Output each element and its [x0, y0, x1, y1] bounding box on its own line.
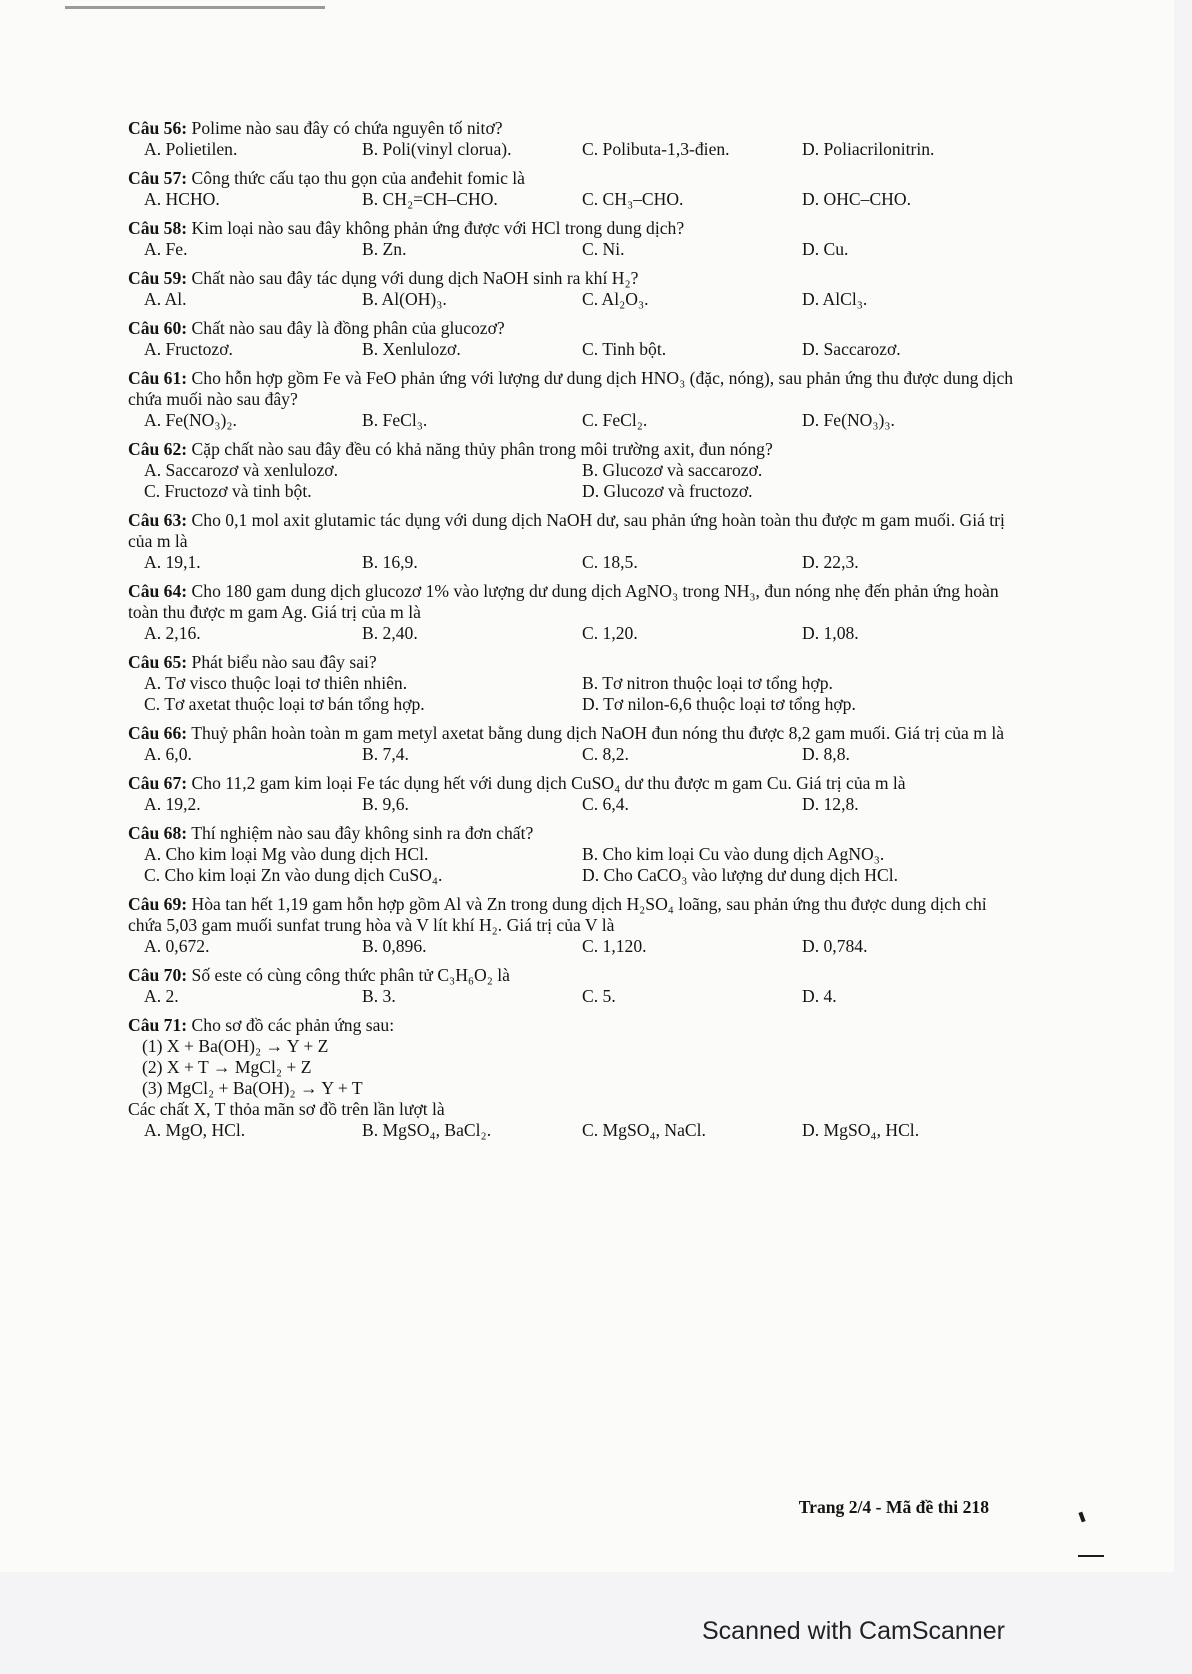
reaction-line: (3) MgCl₂ + Ba(OH)₂ → Y + T	[142, 1078, 363, 1098]
options-row	[128, 139, 1018, 160]
answer-option: A. HCHO.	[144, 189, 220, 209]
answer-option: A. Cho kim loại Mg vào dung dịch HCl.	[144, 844, 429, 864]
question-stem	[128, 581, 1018, 623]
question-text: Cho 11,2 gam kim loại Fe tác dụng hết với dung dịch CuSO₄ dư thu được m gam Cu. Giá trị của m là	[187, 773, 906, 793]
question-stem	[128, 894, 1018, 936]
answer-option: D. 4.	[802, 986, 837, 1006]
answer-option: B. CH₂=CH–CHO.	[362, 189, 498, 209]
answer-option: C. 18,5.	[582, 552, 638, 572]
question-text: Cho 0,1 mol axit glutamic tác dụng với dung dịch NaOH dư, sau phản ứng hoàn toàn thu được m gam muối. Giá trị của m là	[128, 510, 1005, 551]
answer-option: C. Al₂O₃.	[582, 289, 649, 309]
question-text: Hòa tan hết 1,19 gam hỗn hợp gồm Al và Zn trong dung dịch H₂SO₄ loãng, sau phản ứng thu được dung dịch chỉ chứa 5,03 gam muối sunfat trung hòa và V lít khí H₂. Giá trị của V là	[128, 894, 987, 935]
question-stem	[128, 439, 1018, 460]
page-footer: Trang 2/4 - Mã đề thi 218	[798, 1497, 989, 1517]
question-text: Phát biểu nào sau đây sai?	[187, 652, 377, 672]
question-block	[128, 168, 1018, 210]
answer-option: C. 5.	[582, 986, 616, 1006]
options-row	[128, 339, 1018, 360]
answer-option: C. 1,120.	[582, 936, 647, 956]
options-row	[128, 410, 1018, 431]
options-row	[128, 289, 1018, 310]
options-row	[128, 481, 1018, 502]
question-stem	[128, 723, 1018, 744]
answer-option: B. MgSO₄, BaCl₂.	[362, 1120, 492, 1140]
question-stem	[128, 1015, 1018, 1036]
question-stem	[128, 218, 1018, 239]
options-row	[128, 552, 1018, 573]
answer-option: A. Saccarozơ và xenlulozơ.	[144, 460, 338, 480]
question-block	[128, 268, 1018, 310]
answer-option: B. 3.	[362, 986, 396, 1006]
answer-option: D. Fe(NO₃)₃.	[802, 410, 895, 430]
question-stem	[128, 510, 1018, 552]
answer-option: D. 0,784.	[802, 936, 868, 956]
camscanner-watermark: Scanned with CamScanner	[702, 1617, 1005, 1645]
answer-option: B. 16,9.	[362, 552, 418, 572]
answer-option: D. 8,8.	[802, 744, 850, 764]
question-block	[128, 773, 1018, 815]
answer-option: C. Tinh bột.	[582, 339, 667, 359]
question-stem	[128, 823, 1018, 844]
answer-option: C. Tơ axetat thuộc loại tơ bán tổng hợp.	[144, 694, 425, 714]
answer-option: D. AlCl₃.	[802, 289, 868, 309]
options-row	[128, 794, 1018, 815]
question-stem	[128, 652, 1018, 673]
question-text: Thí nghiệm nào sau đây không sinh ra đơn chất?	[187, 823, 534, 843]
question-number: Câu 56:	[128, 118, 188, 138]
question-stem	[128, 368, 1018, 410]
answer-option: C. MgSO₄, NaCl.	[582, 1120, 706, 1140]
answer-option: C. CH₃–CHO.	[582, 189, 684, 209]
question-text: Cho hỗn hợp gồm Fe và FeO phản ứng với lượng dư dung dịch HNO₃ (đặc, nóng), sau phản ứng thu được dung dịch chứa muối nào sau đây?	[128, 368, 1014, 409]
answer-option: B. Cho kim loại Cu vào dung dịch AgNO₃.	[582, 844, 885, 864]
answer-option: A. 19,2.	[144, 794, 201, 814]
question-block	[128, 118, 1018, 160]
answer-option: C. Fructozơ và tinh bột.	[144, 481, 312, 501]
question-text: Cho sơ đồ các phản ứng sau:	[187, 1015, 395, 1035]
question-number: Câu 58:	[128, 218, 188, 238]
answer-option: A. Polietilen.	[144, 139, 238, 159]
answer-option: A. 0,672.	[144, 936, 210, 956]
answer-option: B. FeCl₃.	[362, 410, 428, 430]
question-text: Kim loại nào sau đây không phản ứng được với HCl trong dung dịch?	[187, 218, 685, 238]
answer-option: A. Fe.	[144, 239, 188, 259]
answer-option: D. 12,8.	[802, 794, 859, 814]
answer-option: A. Fructozơ.	[144, 339, 233, 359]
answer-option: B. Tơ nitron thuộc loại tơ tổng hợp.	[582, 673, 833, 693]
answer-option: B. Al(OH)₃.	[362, 289, 447, 309]
question-stem	[128, 168, 1018, 189]
answer-option: A. 2,16.	[144, 623, 201, 643]
question-block	[128, 723, 1018, 765]
reaction-line: (2) X + T → MgCl₂ + Z	[142, 1057, 312, 1077]
question-stem	[128, 773, 1018, 794]
question-block	[128, 965, 1018, 1007]
question-text: Thuỷ phân hoàn toàn m gam metyl axetat bằng dung dịch NaOH đun nóng thu được 8,2 gam muối. Giá trị của m là	[187, 723, 1005, 743]
question-prompt: Các chất X, T thỏa mãn sơ đồ trên lần lượt là	[128, 1099, 445, 1119]
question-block	[128, 1015, 1018, 1141]
options-row	[128, 189, 1018, 210]
reaction-line: (1) X + Ba(OH)₂ → Y + Z	[142, 1036, 329, 1056]
answer-option: C. FeCl₂.	[582, 410, 648, 430]
question-number: Câu 69:	[128, 894, 188, 914]
answer-option: A. 19,1.	[144, 552, 201, 572]
answer-option: D. Poliacrilonitrin.	[802, 139, 935, 159]
options-row	[128, 844, 1018, 865]
answer-option: A. Al.	[144, 289, 187, 309]
answer-option: D. MgSO₄, HCl.	[802, 1120, 920, 1140]
question-stem	[128, 268, 1018, 289]
answer-option: C. 8,2.	[582, 744, 629, 764]
answer-option: B. Xenlulozơ.	[362, 339, 461, 359]
question-block	[128, 318, 1018, 360]
question-stem	[128, 965, 1018, 986]
question-block	[128, 652, 1018, 715]
options-row	[128, 460, 1018, 481]
question-text: Cặp chất nào sau đây đều có khả năng thủy phân trong môi trường axit, đun nóng?	[187, 439, 773, 459]
answer-option: A. 2.	[144, 986, 179, 1006]
options-row	[128, 673, 1018, 694]
answer-option: B. Zn.	[362, 239, 407, 259]
question-number: Câu 63:	[128, 510, 188, 530]
answer-option: B. 7,4.	[362, 744, 409, 764]
answer-option: D. Cu.	[802, 239, 849, 259]
options-row	[128, 744, 1018, 765]
question-block	[128, 823, 1018, 886]
question-number: Câu 60:	[128, 318, 188, 338]
question-block	[128, 218, 1018, 260]
answer-option: B. 0,896.	[362, 936, 427, 956]
scan-edge-line	[65, 6, 325, 9]
scan-speck	[1078, 1555, 1104, 1557]
exam-page-content	[128, 118, 1018, 1149]
options-row	[128, 239, 1018, 260]
scan-speck	[1078, 1512, 1085, 1523]
answer-option: D. Cho CaCO₃ vào lượng dư dung dịch HCl.	[582, 865, 899, 885]
question-text: Cho 180 gam dung dịch glucozơ 1% vào lượng dư dung dịch AgNO₃ trong NH₃, đun nóng nhẹ đến phản ứng hoàn toàn thu được m gam Ag. Giá trị của m là	[128, 581, 999, 622]
options-row	[128, 694, 1018, 715]
question-number: Câu 67:	[128, 773, 188, 793]
question-text: Số este có cùng công thức phân tử C₃H₆O₂ là	[187, 965, 510, 985]
answer-option: A. MgO, HCl.	[144, 1120, 246, 1140]
question-number: Câu 70:	[128, 965, 188, 985]
question-number: Câu 68:	[128, 823, 188, 843]
answer-option: B. Poli(vinyl clorua).	[362, 139, 512, 159]
question-stem	[128, 118, 1018, 139]
question-block	[128, 439, 1018, 502]
options-row	[128, 1120, 1018, 1141]
options-row	[128, 986, 1018, 1007]
answer-option: B. Glucozơ và saccarozơ.	[582, 460, 763, 480]
question-number: Câu 61:	[128, 368, 188, 388]
question-block	[128, 368, 1018, 431]
question-text: Chất nào sau đây tác dụng với dung dịch NaOH sinh ra khí H₂?	[187, 268, 639, 288]
answer-option: C. 1,20.	[582, 623, 638, 643]
question-number: Câu 62:	[128, 439, 188, 459]
answer-option: B. 2,40.	[362, 623, 418, 643]
answer-option: B. 9,6.	[362, 794, 409, 814]
answer-option: D. 1,08.	[802, 623, 859, 643]
question-block	[128, 581, 1018, 644]
answer-option: D. OHC–CHO.	[802, 189, 911, 209]
answer-option: D. Tơ nilon-6,6 thuộc loại tơ tổng hợp.	[582, 694, 856, 714]
answer-option: C. Ni.	[582, 239, 625, 259]
question-text: Chất nào sau đây là đồng phân của glucozơ?	[187, 318, 505, 338]
question-number: Câu 65:	[128, 652, 188, 672]
answer-option: C. Polibuta-1,3-đien.	[582, 139, 730, 159]
answer-option: A. Fe(NO₃)₂.	[144, 410, 237, 430]
question-block	[128, 894, 1018, 957]
answer-option: D. 22,3.	[802, 552, 859, 572]
answer-option: D. Saccarozơ.	[802, 339, 901, 359]
options-row	[128, 623, 1018, 644]
question-text: Polime nào sau đây có chứa nguyên tố nitơ?	[187, 118, 503, 138]
answer-option: A. Tơ visco thuộc loại tơ thiên nhiên.	[144, 673, 408, 693]
options-row	[128, 936, 1018, 957]
answer-option: C. 6,4.	[582, 794, 629, 814]
question-number: Câu 59:	[128, 268, 188, 288]
question-number: Câu 57:	[128, 168, 188, 188]
options-row	[128, 865, 1018, 886]
question-number: Câu 71:	[128, 1015, 188, 1035]
question-number: Câu 66:	[128, 723, 188, 743]
answer-option: C. Cho kim loại Zn vào dung dịch CuSO₄.	[144, 865, 443, 885]
question-text: Công thức cấu tạo thu gọn của anđehit fomic là	[187, 168, 525, 188]
answer-option: A. 6,0.	[144, 744, 192, 764]
answer-option: D. Glucozơ và fructozơ.	[582, 481, 753, 501]
question-block	[128, 510, 1018, 573]
question-number: Câu 64:	[128, 581, 188, 601]
question-stem	[128, 318, 1018, 339]
